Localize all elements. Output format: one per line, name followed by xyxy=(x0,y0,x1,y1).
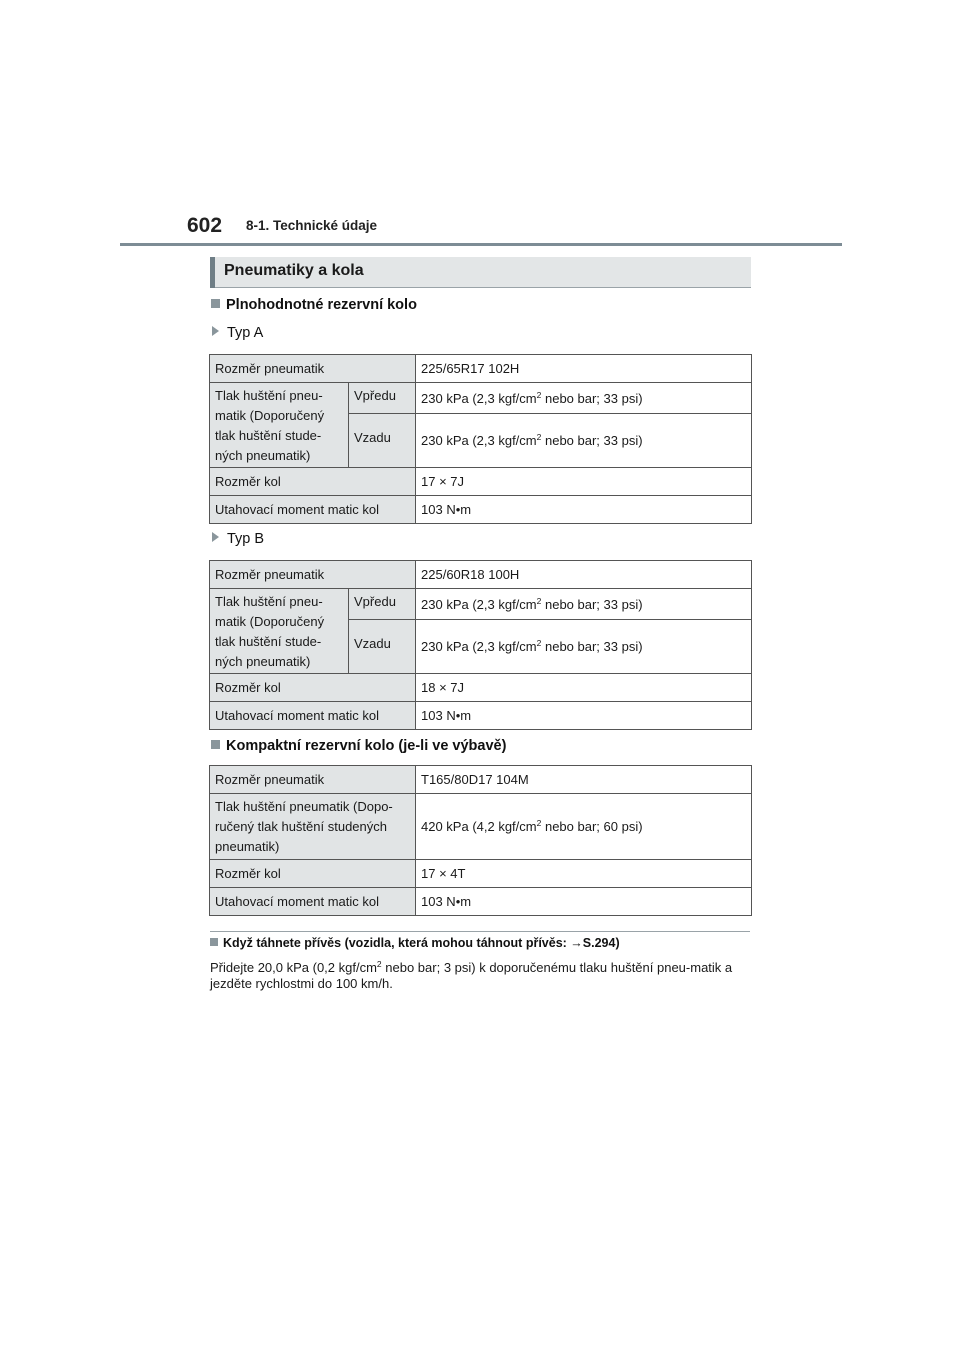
tire-size-value: 225/60R18 100H xyxy=(416,561,752,589)
table-row xyxy=(210,468,752,496)
table-row xyxy=(210,674,752,702)
type-a-label: Typ A xyxy=(227,325,264,341)
pressure-label: Tlak huštění pneumatik (Dopo-ručený tlak huštění studených pneumatik) xyxy=(210,794,416,860)
torque-label: Utahovací moment matic kol xyxy=(210,496,416,524)
table-row xyxy=(210,794,752,860)
type-a-heading xyxy=(212,325,263,341)
superscript: 2 xyxy=(376,959,382,969)
table-row xyxy=(210,702,752,730)
pressure-value xyxy=(416,794,752,860)
compact-spare-heading-text: Kompaktní rezervní kolo (je-li ve výbavě) xyxy=(226,738,507,754)
tire-size-label: Rozměr pneumatik xyxy=(210,355,416,383)
note-body-text: Přidejte 20,0 kPa (0,2 kgf/cm xyxy=(210,960,377,975)
section-bar xyxy=(210,257,751,288)
table-row xyxy=(210,766,752,794)
table-row xyxy=(210,860,752,888)
tire-size-value: T165/80D17 104M xyxy=(416,766,752,794)
front-pressure-value xyxy=(416,383,752,414)
torque-label: Utahovací moment matic kol xyxy=(210,702,416,730)
wheel-size-label: Rozměr kol xyxy=(210,468,416,496)
superscript: 2 xyxy=(536,432,542,442)
section-accent xyxy=(210,257,215,288)
superscript: 2 xyxy=(536,389,542,400)
note-rule xyxy=(210,931,750,932)
table-row xyxy=(210,589,752,620)
superscript: 2 xyxy=(536,638,542,648)
front-pressure-text: 230 kPa (2,3 kgf/cm xyxy=(421,390,537,406)
page-number: 602 xyxy=(187,214,223,237)
type-a-table xyxy=(209,354,752,524)
superscript: 2 xyxy=(536,595,542,606)
wheel-size-value: 18 × 7J xyxy=(416,674,752,702)
note-body-rest: nebo bar; 3 psi) k doporučenému tlaku huštění pneu-matik a jezděte rychlostmi do 100 km/h. xyxy=(210,960,733,991)
torque-value: 103 N•m xyxy=(416,888,752,916)
tire-size-label: Rozměr pneumatik xyxy=(210,766,416,794)
front-label: Vpředu xyxy=(349,383,416,414)
rear-pressure-unit: nebo bar; 33 psi) xyxy=(541,639,643,654)
compact-spare-heading xyxy=(211,738,506,754)
chapter-title: 8-1. Technické údaje xyxy=(246,218,378,233)
header-rule xyxy=(120,243,842,246)
type-b-label: Typ B xyxy=(227,531,265,547)
front-pressure-unit: nebo bar; 33 psi) xyxy=(541,390,643,406)
full-spare-heading xyxy=(211,297,417,313)
square-bullet-icon xyxy=(210,938,218,946)
table-row xyxy=(210,383,752,414)
rear-label: Vzadu xyxy=(349,620,416,674)
wheel-size-value: 17 × 4T xyxy=(416,860,752,888)
table-row xyxy=(210,496,752,524)
front-label: Vpředu xyxy=(349,589,416,620)
front-pressure-unit: nebo bar; 33 psi) xyxy=(541,596,643,612)
front-pressure-value xyxy=(416,589,752,620)
type-b-heading xyxy=(212,531,264,547)
tire-size-label: Rozměr pneumatik xyxy=(210,561,416,589)
note-heading xyxy=(210,936,620,950)
rear-pressure-text: 230 kPa (2,3 kgf/cm xyxy=(421,639,537,654)
pressure-text: 420 kPa (4,2 kgf/cm xyxy=(421,819,537,834)
triangle-bullet-icon xyxy=(212,326,219,336)
wheel-size-label: Rozměr kol xyxy=(210,674,416,702)
rear-pressure-text: 230 kPa (2,3 kgf/cm xyxy=(421,433,537,448)
rear-pressure-value xyxy=(416,414,752,468)
triangle-bullet-icon xyxy=(212,532,219,542)
torque-value: 103 N•m xyxy=(416,496,752,524)
note-heading-text: Když táhnete přívěs (vozidla, která mohou táhnout přívěs: →S.294) xyxy=(223,936,620,950)
note-body xyxy=(210,960,755,992)
full-spare-heading-text: Plnohodnotné rezervní kolo xyxy=(226,297,417,313)
table-row xyxy=(210,888,752,916)
type-b-table xyxy=(209,560,752,730)
section-title: Pneumatiky a kola xyxy=(224,262,364,279)
torque-value: 103 N•m xyxy=(416,702,752,730)
rear-pressure-unit: nebo bar; 33 psi) xyxy=(541,433,643,448)
tire-size-value: 225/65R17 102H xyxy=(416,355,752,383)
pressure-label: Tlak huštění pneu-matik (Doporučený tlak huštění stude-ných pneumatik) xyxy=(210,383,349,468)
wheel-size-label: Rozměr kol xyxy=(210,860,416,888)
rear-pressure-value xyxy=(416,620,752,674)
table-row xyxy=(210,561,752,589)
pressure-unit: nebo bar; 60 psi) xyxy=(541,819,643,834)
front-pressure-text: 230 kPa (2,3 kgf/cm xyxy=(421,596,537,612)
compact-spare-table xyxy=(209,765,752,916)
square-bullet-icon xyxy=(211,299,220,308)
wheel-size-value: 17 × 7J xyxy=(416,468,752,496)
pressure-label: Tlak huštění pneu-matik (Doporučený tlak huštění stude-ných pneumatik) xyxy=(210,589,349,674)
rear-label: Vzadu xyxy=(349,414,416,468)
square-bullet-icon xyxy=(211,740,220,749)
table-row xyxy=(210,355,752,383)
superscript: 2 xyxy=(536,818,542,828)
torque-label: Utahovací moment matic kol xyxy=(210,888,416,916)
